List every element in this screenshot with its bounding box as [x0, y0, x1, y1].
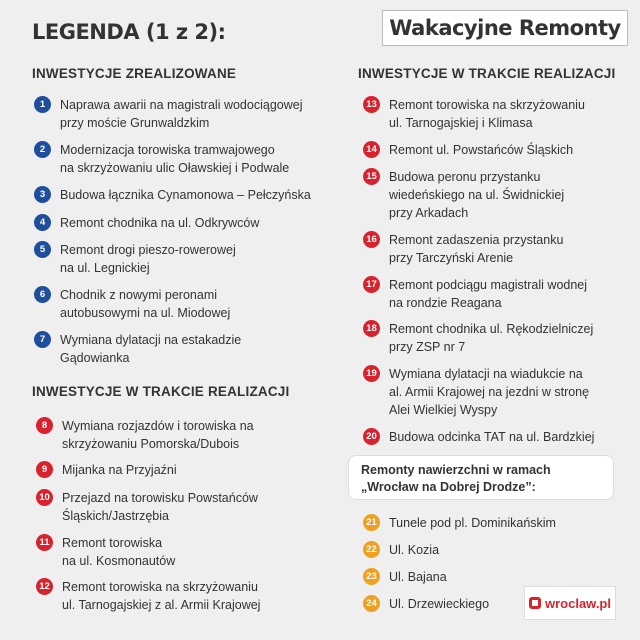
legend-item [36, 578, 260, 614]
legend-item [34, 241, 236, 277]
item-text: Remont ul. Powstańców Śląskich [389, 143, 574, 157]
item-number-badge: 3 [34, 186, 51, 203]
legend-item [34, 286, 230, 322]
item-text: Remont podciągu magistrali wodnej na rondzie Reagana [389, 278, 588, 310]
item-number-badge: 10 [36, 489, 53, 506]
item-text: Wymiana rozjazdów i torowiska na skrzyżowaniu Pomorska/Dubois [62, 419, 254, 451]
legend-item [34, 186, 311, 204]
legend-item [363, 541, 439, 559]
inprogress-heading-left: INWESTYCJE W TRAKCIE REALIZACJI [32, 384, 290, 399]
legend-item [363, 168, 564, 222]
legend-item [363, 276, 587, 312]
item-text: Remont zadaszenia przystanku przy Tarczyński Arenie [389, 233, 564, 265]
legend-item [363, 96, 585, 132]
item-text: Tunele pod pl. Dominikańskim [389, 516, 556, 530]
item-number-badge: 4 [34, 214, 51, 231]
legend-item [34, 141, 289, 177]
legend-item [36, 417, 254, 453]
item-number-badge: 12 [36, 578, 53, 595]
item-number-badge: 11 [36, 534, 53, 551]
item-text: Remont drogi pieszo-rowerowej na ul. Legnickiej [60, 243, 236, 275]
legend-item [363, 514, 556, 532]
legend-item [363, 428, 594, 446]
item-text: Remont chodnika ul. Rękodzielniczej przy ZSP nr 7 [389, 322, 594, 354]
item-text: Wymiana dylatacji na wiadukcie na al. Armii Krajowej na jezdni w stronę Alei Wielkiej Wyspy [389, 367, 590, 417]
item-text: Modernizacja torowiska tramwajowego na skrzyżowaniu ulic Oławskiej i Podwale [60, 143, 290, 175]
item-number-badge: 1 [34, 96, 51, 113]
item-text: Wymiana dylatacji na estakadzie Gądowianka [60, 333, 242, 365]
item-number-badge: 24 [363, 595, 380, 612]
item-number-badge: 21 [363, 514, 380, 531]
item-number-badge: 7 [34, 331, 51, 348]
item-number-badge: 8 [36, 417, 53, 434]
item-number-badge: 15 [363, 168, 380, 185]
surface-heading: Remonty nawierzchni w ramach „Wrocław na Dobrej Drodze”: [361, 463, 551, 494]
item-number-badge: 19 [363, 365, 380, 382]
item-text: Ul. Bajana [389, 570, 447, 584]
legend-item [36, 534, 175, 570]
logo-text: wroclaw.pl [545, 595, 611, 611]
item-number-badge: 18 [363, 320, 380, 337]
item-number-badge: 22 [363, 541, 380, 558]
completed-heading: INWESTYCJE ZREALIZOWANE [32, 66, 237, 81]
item-text: Mijanka na Przyjaźni [62, 463, 177, 477]
legend-item [363, 320, 593, 356]
item-text: Budowa peronu przystanku wiedeńskiego na ul. Świdnickiej przy Arkadach [389, 170, 565, 220]
legend-item [36, 489, 258, 525]
item-number-badge: 16 [363, 231, 380, 248]
legend-item [363, 141, 573, 159]
item-text: Remont torowiska na skrzyżowaniu ul. Tarnogajskiej i Klimasa [389, 98, 585, 130]
brand-title: Wakacyjne Remonty [382, 10, 628, 46]
item-number-badge: 5 [34, 241, 51, 258]
item-text: Budowa łącznika Cynamonowa – Pełczyńska [60, 188, 311, 202]
item-text: Przejazd na torowisku Powstańców Śląskich/Jastrzębia [62, 491, 258, 523]
item-number-badge: 6 [34, 286, 51, 303]
item-text: Remont torowiska na ul. Kosmonautów [62, 536, 176, 568]
legend-title: LEGENDA (1 z 2): [32, 20, 226, 44]
inprogress-heading-right: INWESTYCJE W TRAKCIE REALIZACJI [358, 66, 616, 81]
wroclaw-logo [524, 586, 616, 620]
logo-mark-icon [529, 597, 541, 609]
item-text: Naprawa awarii na magistrali wodociągowej przy moście Grunwaldzkim [60, 98, 303, 130]
legend-item [34, 96, 302, 132]
legend-item [36, 461, 177, 479]
surface-heading-box [348, 455, 614, 500]
legend-item [363, 231, 563, 267]
legend-item [363, 365, 589, 419]
item-number-badge: 13 [363, 96, 380, 113]
item-number-badge: 2 [34, 141, 51, 158]
item-number-badge: 9 [36, 461, 53, 478]
item-text: Budowa odcinka TAT na ul. Bardzkiej [389, 430, 595, 444]
item-text: Chodnik z nowymi peronami autobusowymi na ul. Miodowej [60, 288, 231, 320]
item-text: Ul. Kozia [389, 543, 440, 557]
item-number-badge: 14 [363, 141, 380, 158]
legend-item [34, 214, 259, 232]
legend-item [363, 568, 447, 586]
item-text: Remont chodnika na ul. Odkrywców [60, 216, 260, 230]
item-number-badge: 17 [363, 276, 380, 293]
item-text: Remont torowiska na skrzyżowaniu ul. Tarnogajskiej z al. Armii Krajowej [62, 580, 261, 612]
legend-item [363, 595, 489, 613]
item-number-badge: 23 [363, 568, 380, 585]
item-number-badge: 20 [363, 428, 380, 445]
item-text: Ul. Drzewieckiego [389, 597, 490, 611]
legend-item [34, 331, 241, 367]
